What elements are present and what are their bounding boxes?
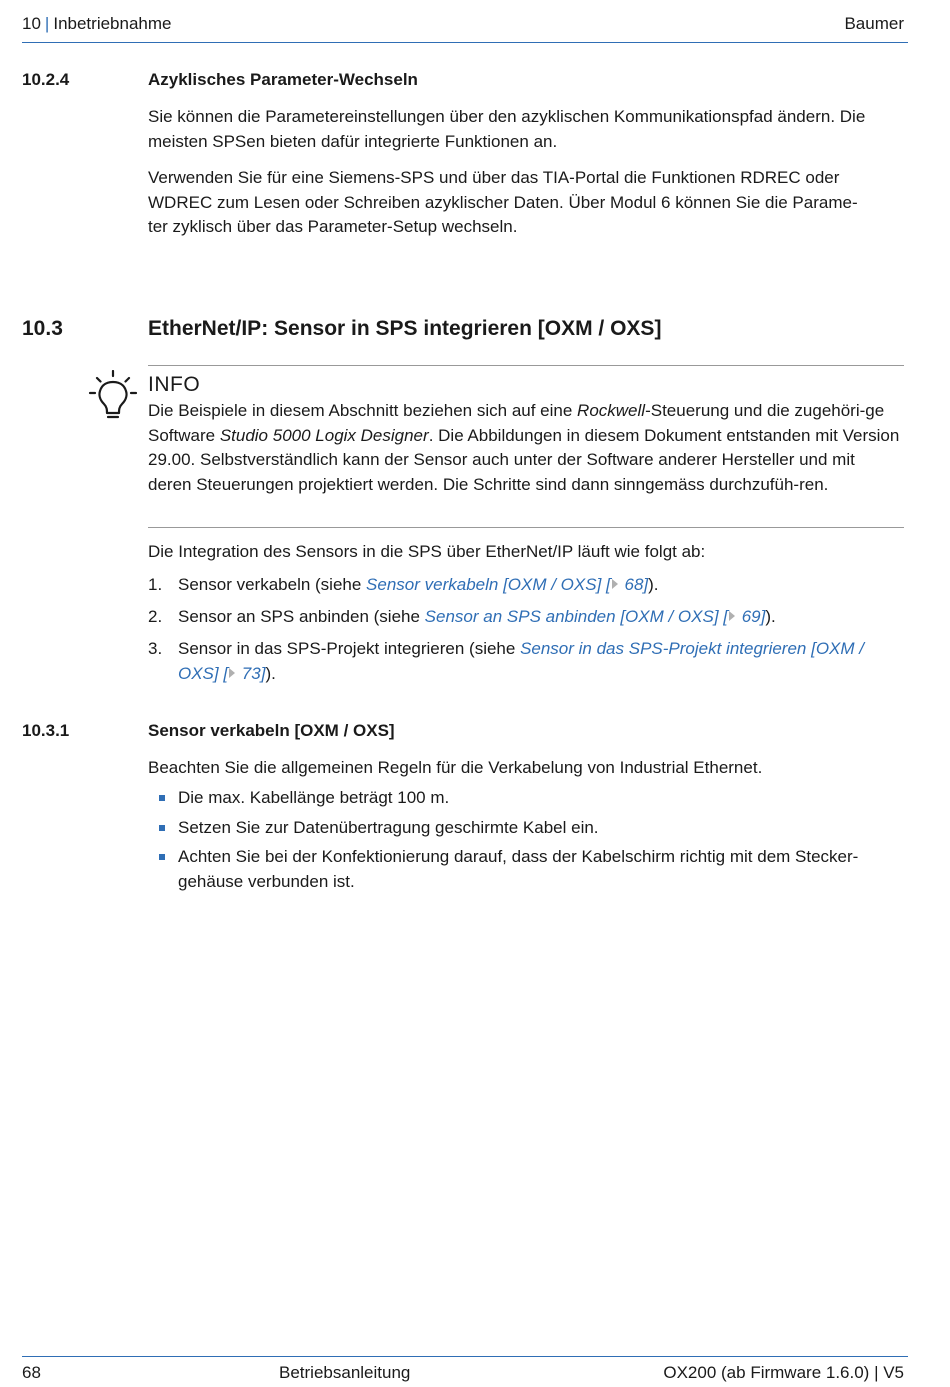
lightbulb-icon xyxy=(88,370,138,422)
link-text: Sensor an SPS anbinden [OXM / OXS] [ xyxy=(424,607,728,626)
list-item xyxy=(148,637,903,686)
list-item xyxy=(148,816,903,841)
paragraph-acyclic-1: Sie können die Parametereinstellungen über den azyklischen Kommunikationspfad ändern. Die meisten SPSen bieten dafür integrierte Funktionen an. xyxy=(148,107,866,151)
step-text-end: ). xyxy=(265,663,276,683)
section-title-10-2-4: Azyklisches Parameter-Wechseln xyxy=(148,70,418,89)
bullet-square-icon xyxy=(159,854,165,860)
wiring-intro: Beachten Sie die allgemeinen Regeln für die Verkabelung von Industrial Ethernet. xyxy=(148,758,763,777)
step-text: Sensor verkabeln (siehe xyxy=(178,575,367,594)
bullet-text: Die max. Kabellänge beträgt 100 m. xyxy=(178,788,450,807)
info-text-part-1: Die Beispiele in diesem Abschnitt beziehen sich auf eine xyxy=(148,401,578,420)
wiring-rules xyxy=(148,786,903,899)
step-text-end: ). xyxy=(765,607,776,626)
list-item xyxy=(148,605,903,630)
header-chapter-title: Inbetriebnahme xyxy=(53,14,172,33)
paragraph-acyclic-2-line-1: Verwenden Sie für eine Siemens-SPS und über das TIA-Portal die Funktionen RDREC oder xyxy=(148,168,840,187)
link-page: 73] xyxy=(237,663,266,683)
step-text: Sensor in das SPS-Projekt integrieren (siehe xyxy=(178,639,521,658)
link-sensor-verkabeln[interactable] xyxy=(366,575,648,594)
info-bottom-rule xyxy=(148,527,904,528)
page-ref-arrow-icon xyxy=(612,579,618,589)
list-item xyxy=(148,845,903,894)
footer-document-type: Betriebsanleitung xyxy=(279,1363,411,1382)
step-text-end: ). xyxy=(648,575,659,594)
bullet-text: Setzen Sie zur Datenübertragung geschirmte Kabel ein. xyxy=(178,817,599,837)
header-brand: Baumer xyxy=(844,14,904,33)
footer-page-number: 68 xyxy=(22,1363,41,1382)
section-number-10-3: 10.3 xyxy=(22,317,63,340)
list-item xyxy=(148,573,903,598)
page-footer xyxy=(22,1356,908,1382)
header-separator: | xyxy=(44,14,50,33)
info-text-part-2: -Steuerung und die zugehöri-ge Software xyxy=(148,401,885,445)
step-number: 1. xyxy=(148,575,163,594)
info-text-part-3: . Die Abbildungen in diesem Dokument entstanden mit Version 29.00. Selbstverständlich kann der Sensor auch unter der Software anderer Hersteller und mit deren Steuerungen projektiert werden. Die Schritte sind dann sinngemäss durchzufüh-ren. xyxy=(148,425,900,494)
link-text: Sensor in das SPS-Projekt integrieren [OXM / OXS] [ xyxy=(178,639,864,683)
header-chapter xyxy=(22,14,171,34)
step-number: 3. xyxy=(148,639,163,658)
bullet-square-icon xyxy=(159,795,165,801)
section-number-10-3-1: 10.3.1 xyxy=(22,721,70,740)
integration-steps xyxy=(148,573,903,694)
info-text-rockwell: Rockwell xyxy=(577,401,646,420)
info-top-rule xyxy=(148,365,904,366)
page-ref-arrow-icon xyxy=(729,611,735,621)
page-header xyxy=(22,14,908,43)
link-page: 69] xyxy=(737,607,766,626)
step-number: 2. xyxy=(148,607,163,626)
page-ref-arrow-icon xyxy=(229,668,235,678)
link-text: Sensor verkabeln [OXM / OXS] [ xyxy=(366,575,611,594)
section-number-10-2-4: 10.2.4 xyxy=(22,70,70,89)
info-text-software: Studio 5000 Logix Designer xyxy=(219,425,429,445)
info-text xyxy=(148,399,903,497)
section-title-10-3-1: Sensor verkabeln [OXM / OXS] xyxy=(148,721,395,740)
info-title: INFO xyxy=(148,373,201,396)
bullet-square-icon xyxy=(159,825,165,831)
bullet-text: Achten Sie bei der Konfektionierung darauf, dass der Kabelschirm richtig mit dem Stecker-gehäuse verbunden ist. xyxy=(178,847,859,891)
paragraph-acyclic-2-line-3: ter zyklisch über das Parameter-Setup wechseln. xyxy=(148,217,518,236)
paragraph-acyclic-2-line-2: WDREC zum Lesen oder Schreiben azyklischer Daten. Über Modul 6 können Sie die Parame- xyxy=(148,192,858,212)
paragraph-acyclic-2 xyxy=(148,166,903,240)
section-title-10-3: EtherNet/IP: Sensor in SPS integrieren [OXM / OXS] xyxy=(148,317,662,340)
list-item xyxy=(148,786,903,811)
footer-product: OX200 (ab Firmware 1.6.0) | V5 xyxy=(663,1363,904,1382)
step-text: Sensor an SPS anbinden (siehe xyxy=(178,607,425,626)
link-page: 68] xyxy=(619,575,649,594)
header-chapter-number: 10 xyxy=(22,14,41,33)
link-sensor-an-sps-anbinden[interactable] xyxy=(425,607,766,626)
integration-intro: Die Integration des Sensors in die SPS über EtherNet/IP läuft wie folgt ab: xyxy=(148,542,706,561)
